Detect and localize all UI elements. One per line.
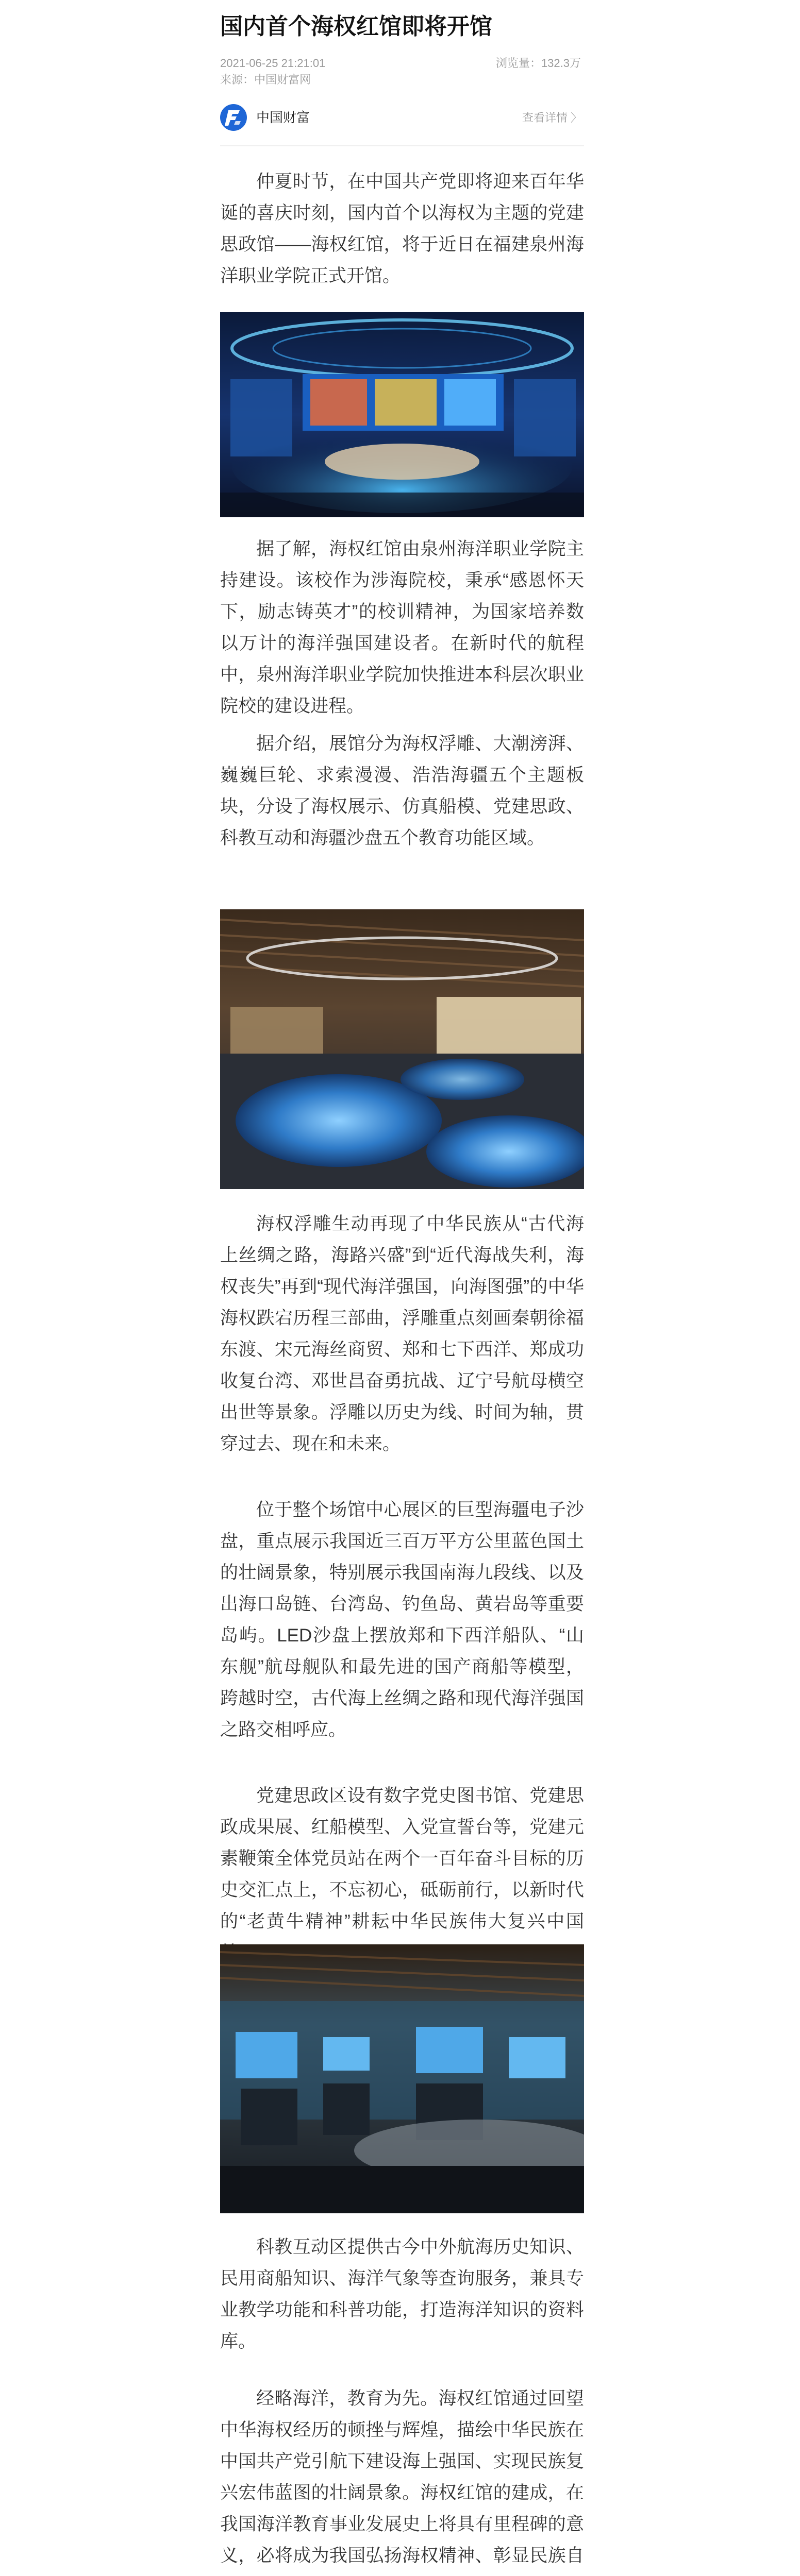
article-source: 来源：中国财富网 [220, 73, 311, 86]
article-paragraph: 经略海洋，教育为先。海权红馆通过回望中华海权经历的顿挫与辉煌，描绘中华民族在中国共产党引航下建设海上强国、实现民族复兴宏伟蓝图的壮阔景象。海权红馆的建成，在我国海洋教育事业发展史上将具有里程碑的意义，必将成为我国弘扬海权精神、彰显民族自 [220, 2388, 584, 2566]
article-paragraph: 仲夏时节，在中国共产党即将迎来百年华诞的喜庆时刻，国内首个以海权为主题的党建思政馆——海权红馆，将于近日在福建泉州海洋职业学院正式开馆。 [220, 172, 584, 286]
article-paragraph: 位于整个场馆中心展区的巨型海疆电子沙盘，重点展示我国近三百万平方公里蓝色国土的壮阔景象，特别展示我国南海九段线、以及出海口岛链、台湾岛、钓鱼岛、黄岩岛等重要岛屿。LED沙盘上摆放郑和下西洋船队、“山东舰”航母舰队和最先进的国产商船等模型，跨越时空，古代海上丝绸之路和现代海洋强国之路交相呼应。 [220, 1500, 584, 1740]
article-meta [220, 56, 584, 71]
view-count: 浏览量：132.3万 [495, 57, 581, 70]
article-paragraph: 据了解，海权红馆由泉州海洋职业学院主持建设。该校作为涉海院校，秉承“感恩怀天下，励志铸英才”的校训精神，为国家培养数以万计的海洋强国建设者。在新时代的航程中，泉州海洋职业学院加快推进本科层次职业院校的建设进程。 [220, 539, 584, 716]
author-bar[interactable] [220, 100, 584, 133]
publisher-logo-icon [220, 104, 247, 131]
exhibition-hall-photo [220, 312, 584, 517]
article-paragraph: 党建思政区设有数字党史图书馆、党建思政成果展、红船模型、入党宣誓台等，党建元素鞭策全体党员站在两个一百年奋斗目标的历史交汇点上，不忘初心，砥砺前行，以新时代的“老黄牛精神”耕耘中华民族伟大复兴中国 [220, 1786, 584, 1931]
article-paragraph: 据介绍，展馆分为海权浮雕、大潮滂湃、巍巍巨轮、求索漫漫、浩浩海疆五个主题板块，分设了海权展示、仿真船模、党建思政、科教互动和海疆沙盘五个教育功能区域。 [220, 734, 584, 848]
exhibition-sandtable-photo [220, 909, 584, 1189]
article-paragraph: 科教互动区提供古今中外航海历史知识、民用商船知识、海洋气象等查询服务，兼具专业教学功能和科普功能，打造海洋知识的资料库。 [220, 2237, 584, 2351]
author-name: 中国财富 [256, 110, 310, 125]
publish-date: 2021-06-25 21:21:01 [220, 57, 326, 70]
interactive-area-photo [220, 1944, 584, 2213]
view-detail-link[interactable]: 查看详情 〉 [522, 111, 582, 124]
article-title: 国内首个海权红馆即将开馆 [220, 14, 492, 39]
header-divider [220, 145, 584, 146]
article-paragraph: 海权浮雕生动再现了中华民族从“古代海上丝绸之路，海路兴盛”到“近代海战失利，海权丧失”再到“现代海洋强国，向海图强”的中华海权跌宕历程三部曲，浮雕重点刻画秦朝徐福东渡、宋元海丝商贸、郑和七下西洋、郑成功收复台湾、邓世昌奋勇抗战、辽宁号航母横空出世等景象。浮雕以历史为线、时间为轴，贯穿过去、现在和未来。 [220, 1214, 584, 1454]
